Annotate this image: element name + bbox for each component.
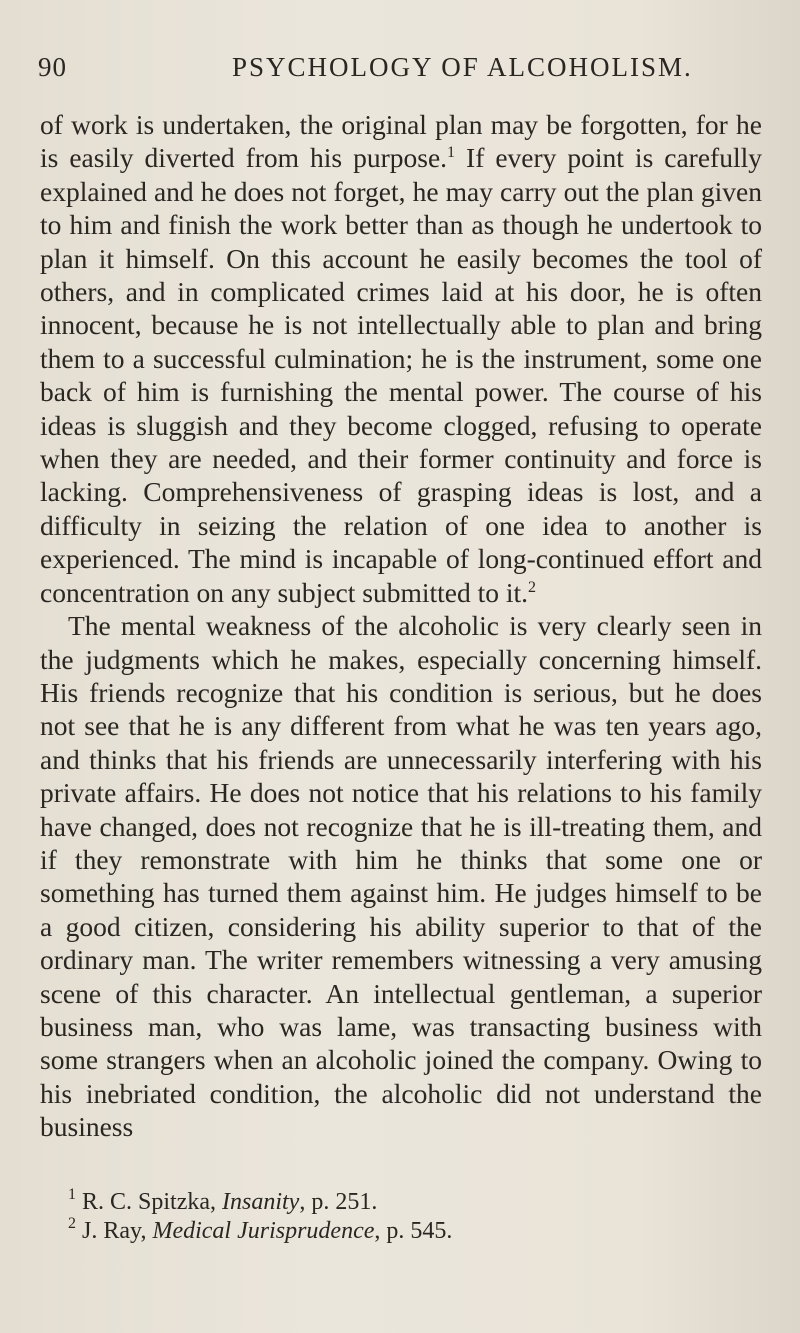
paragraph-2: The mental weakness of the alcoholic is very clearly seen in the judgments which he makes, especially concerning himself. His friends recognize that his condition is serious, but he does not see that he is any different from what he was ten years ago, and thinks that his friends are unnecessarily interfering with his private affairs. He does not notice that his relations to his family have changed, does not recognize that he is ill-treating them, and if they remonstrate with him he thinks that some one or something has turned them against him. He judges himself to be a good citizen, considering his ability superior to that of the ordinary man. The writer remembers witnessing a very amusing scene of this character. An intellectual gentleman, a superior business man, who was lame, was transacting business with some strangers when an alcoholic joined the company. Owing to his inebriated condition, the alcoholic did not understand the business bbox=[40, 610, 762, 1143]
footnote-ref-2: 2 bbox=[528, 578, 537, 596]
body-text bbox=[40, 108, 762, 1144]
paragraph-1-text-cont: If every point is carefully explained and he does not forget, he may carry out the plan given to him and finish the work better than as though he undertook to plan it himself. On this account he easily becomes the tool of others, and in complicated crimes laid at his door, he is often innocent, because he is not intellectually able to plan and bring them to a successful culmination; he is the instrument, some one back of him is furnishing the mental power. The course of his ideas is sluggish and they become clogged, refusing to operate when they are needed, and their former continuity and force is lacking. Comprehensiveness of grasping ideas is lost, and a difficulty in seizing the relation of one idea to another is experienced. The mind is incapable of long-continued effort and concentration on any subject submitted to it. bbox=[40, 142, 762, 608]
footnote-marker-2: 2 bbox=[68, 1215, 76, 1232]
footnote-1-rest: , p. 251. bbox=[299, 1189, 378, 1215]
paragraph-1 bbox=[40, 108, 762, 609]
footnote-2-rest: , p. 545. bbox=[374, 1218, 453, 1244]
footnote-marker-1: 1 bbox=[68, 1186, 76, 1203]
running-head: PSYCHOLOGY OF ALCOHOLISM. bbox=[232, 52, 693, 82]
footnote-1 bbox=[68, 1188, 758, 1217]
footnote-1-title: Insanity bbox=[222, 1189, 300, 1215]
footnote-2-title: Medical Jurisprudence bbox=[152, 1218, 375, 1244]
footnote-2-author: J. Ray, bbox=[82, 1218, 153, 1244]
footnotes bbox=[68, 1188, 758, 1246]
page-header bbox=[38, 52, 760, 92]
paragraph-1-text: of work is undertaken, the original plan may be forgotten, for he is easily diverted from his purpose. bbox=[40, 109, 762, 174]
page-number: 90 bbox=[38, 52, 67, 82]
footnote-2 bbox=[68, 1217, 758, 1246]
footnote-ref-1: 1 bbox=[447, 144, 456, 162]
footnote-1-author: R. C. Spitzka, bbox=[82, 1189, 223, 1215]
